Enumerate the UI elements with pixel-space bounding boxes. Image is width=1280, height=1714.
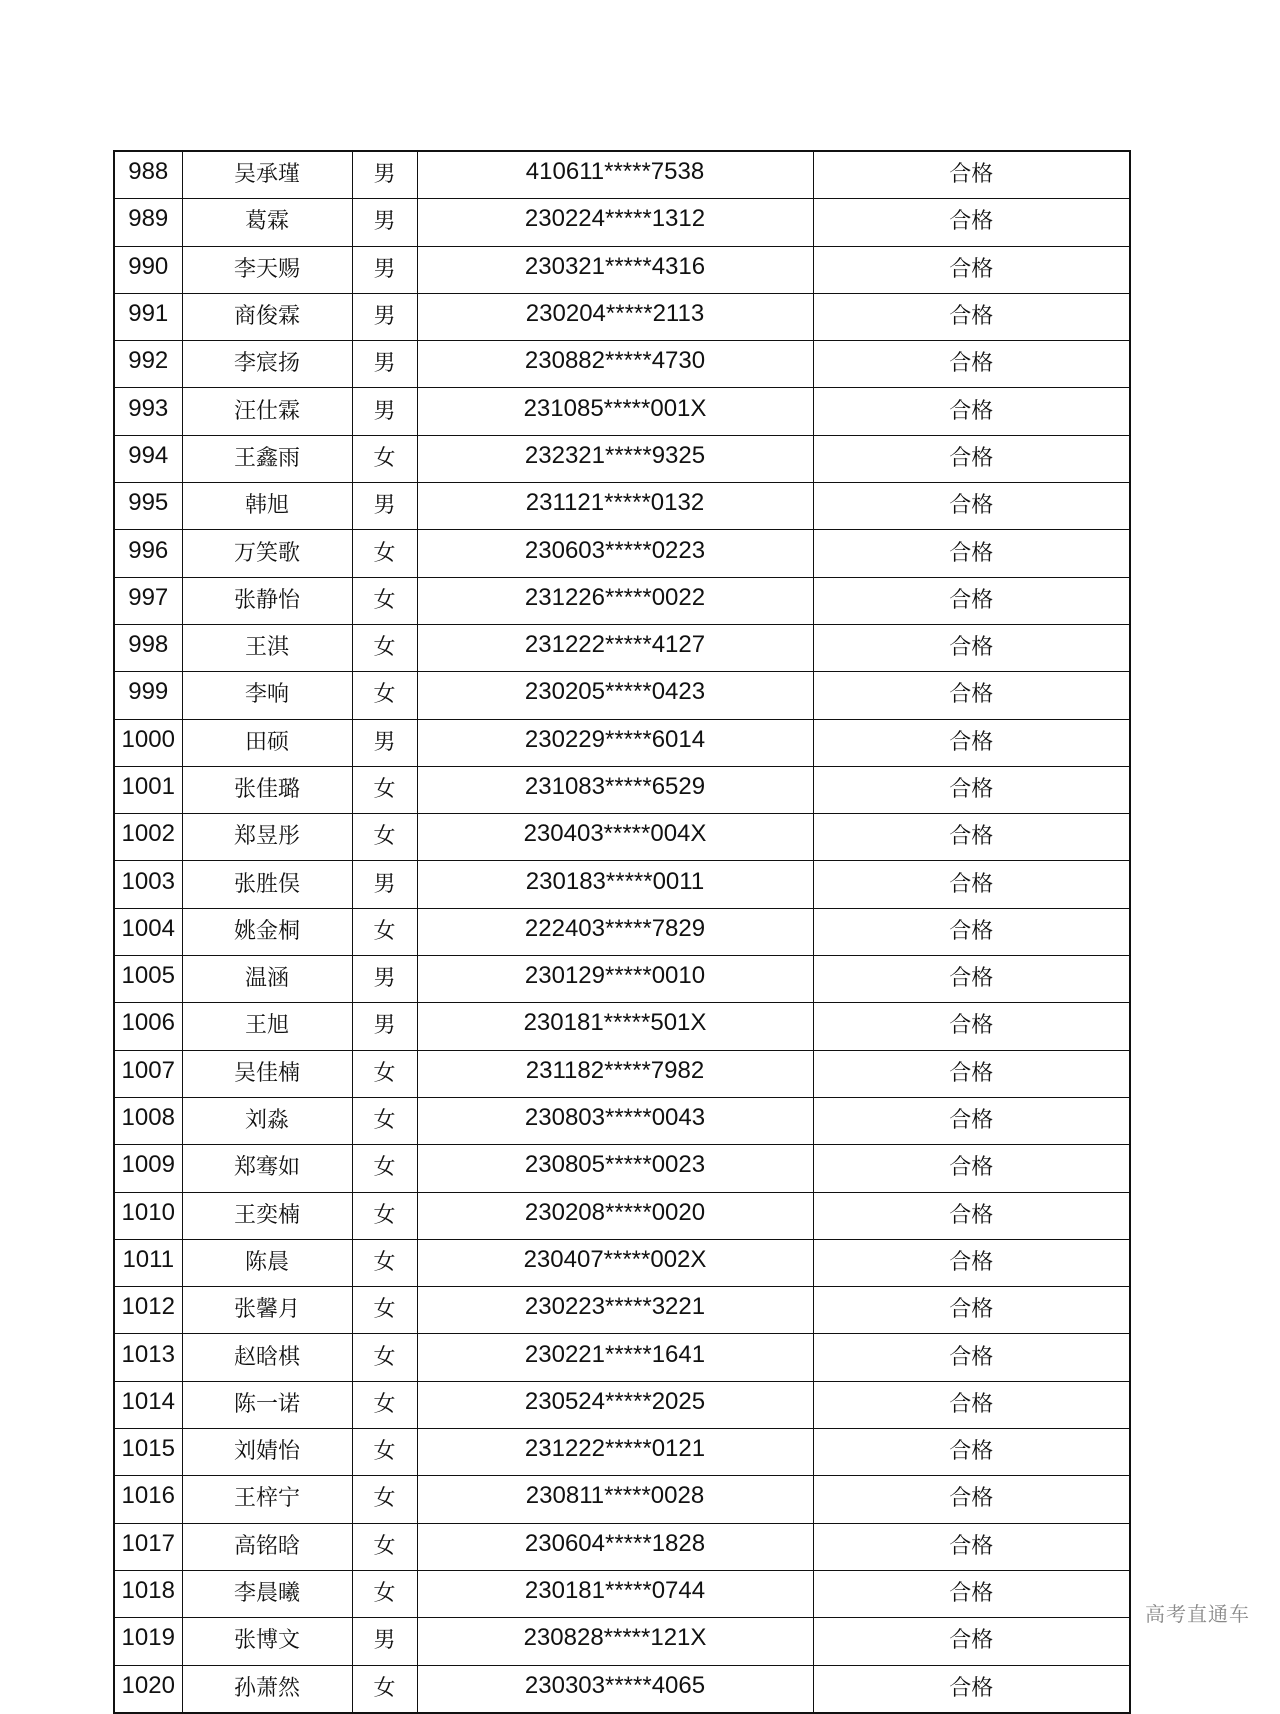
name-cell: 郑骞如 <box>182 1145 352 1192</box>
gender-cell: 男 <box>352 388 417 435</box>
status-cell: 合格 <box>813 1145 1130 1192</box>
id-number-cell: 230183*****0011 <box>417 861 813 908</box>
status-cell: 合格 <box>813 1618 1130 1665</box>
status-cell: 合格 <box>813 908 1130 955</box>
id-number-cell: 231226*****0022 <box>417 577 813 624</box>
status-cell: 合格 <box>813 435 1130 482</box>
name-cell: 高铭晗 <box>182 1523 352 1570</box>
id-number-cell: 230129*****0010 <box>417 956 813 1003</box>
row-number-cell: 1009 <box>114 1145 182 1192</box>
table-row <box>114 861 1130 908</box>
id-number-cell: 410611*****7538 <box>417 151 813 199</box>
row-number-cell: 1007 <box>114 1050 182 1097</box>
row-number-cell: 995 <box>114 483 182 530</box>
id-number-cell: 230223*****3221 <box>417 1287 813 1334</box>
row-number-cell: 999 <box>114 672 182 719</box>
table-row <box>114 1145 1130 1192</box>
row-number-cell: 1015 <box>114 1429 182 1476</box>
status-cell: 合格 <box>813 1476 1130 1523</box>
row-number-cell: 1008 <box>114 1097 182 1144</box>
id-number-cell: 230221*****1641 <box>417 1334 813 1381</box>
row-number-cell: 1000 <box>114 719 182 766</box>
status-cell: 合格 <box>813 1003 1130 1050</box>
name-cell: 刘淼 <box>182 1097 352 1144</box>
status-cell: 合格 <box>813 1050 1130 1097</box>
status-cell: 合格 <box>813 577 1130 624</box>
row-number-cell: 1011 <box>114 1239 182 1286</box>
id-number-cell: 230205*****0423 <box>417 672 813 719</box>
name-cell: 刘婧怡 <box>182 1429 352 1476</box>
gender-cell: 男 <box>352 861 417 908</box>
row-number-cell: 1012 <box>114 1287 182 1334</box>
row-number-cell: 996 <box>114 530 182 577</box>
row-number-cell: 1018 <box>114 1570 182 1617</box>
name-cell: 万笑歌 <box>182 530 352 577</box>
name-cell: 田硕 <box>182 719 352 766</box>
name-cell: 张胜俣 <box>182 861 352 908</box>
gender-cell: 女 <box>352 1523 417 1570</box>
id-number-cell: 230882*****4730 <box>417 341 813 388</box>
gender-cell: 女 <box>352 1145 417 1192</box>
table-row <box>114 814 1130 861</box>
gender-cell: 女 <box>352 814 417 861</box>
id-number-cell: 231222*****0121 <box>417 1429 813 1476</box>
table-row <box>114 766 1130 813</box>
status-cell: 合格 <box>813 861 1130 908</box>
status-cell: 合格 <box>813 766 1130 813</box>
status-cell: 合格 <box>813 1381 1130 1428</box>
table-row <box>114 1476 1130 1523</box>
gender-cell: 女 <box>352 624 417 671</box>
id-number-cell: 230208*****0020 <box>417 1192 813 1239</box>
table-row <box>114 151 1130 199</box>
table-row <box>114 293 1130 340</box>
status-cell: 合格 <box>813 1192 1130 1239</box>
table-row <box>114 1665 1130 1713</box>
id-number-cell: 230403*****004X <box>417 814 813 861</box>
row-number-cell: 1005 <box>114 956 182 1003</box>
table-row <box>114 1097 1130 1144</box>
table-row <box>114 719 1130 766</box>
id-number-cell: 231085*****001X <box>417 388 813 435</box>
status-cell: 合格 <box>813 719 1130 766</box>
name-cell: 张馨月 <box>182 1287 352 1334</box>
name-cell: 李宸扬 <box>182 341 352 388</box>
name-cell: 商俊霖 <box>182 293 352 340</box>
name-cell: 张佳璐 <box>182 766 352 813</box>
gender-cell: 女 <box>352 1334 417 1381</box>
gender-cell: 男 <box>352 1003 417 1050</box>
row-number-cell: 1002 <box>114 814 182 861</box>
row-number-cell: 991 <box>114 293 182 340</box>
gender-cell: 女 <box>352 1570 417 1617</box>
gender-cell: 女 <box>352 530 417 577</box>
status-cell: 合格 <box>813 956 1130 1003</box>
gender-cell: 男 <box>352 151 417 199</box>
gender-cell: 男 <box>352 293 417 340</box>
id-number-cell: 230604*****1828 <box>417 1523 813 1570</box>
row-number-cell: 997 <box>114 577 182 624</box>
id-number-cell: 230803*****0043 <box>417 1097 813 1144</box>
table-row <box>114 388 1130 435</box>
name-cell: 赵晗棋 <box>182 1334 352 1381</box>
status-cell: 合格 <box>813 1665 1130 1713</box>
id-number-cell: 230303*****4065 <box>417 1665 813 1713</box>
table-row <box>114 1239 1130 1286</box>
name-cell: 吴承瑾 <box>182 151 352 199</box>
row-number-cell: 994 <box>114 435 182 482</box>
gender-cell: 男 <box>352 341 417 388</box>
name-cell: 汪仕霖 <box>182 388 352 435</box>
name-cell: 温涵 <box>182 956 352 1003</box>
gender-cell: 女 <box>352 1050 417 1097</box>
name-cell: 李晨曦 <box>182 1570 352 1617</box>
row-number-cell: 1010 <box>114 1192 182 1239</box>
status-cell: 合格 <box>813 151 1130 199</box>
table-row <box>114 672 1130 719</box>
gender-cell: 女 <box>352 1476 417 1523</box>
row-number-cell: 989 <box>114 199 182 246</box>
status-cell: 合格 <box>813 1239 1130 1286</box>
id-number-cell: 230181*****0744 <box>417 1570 813 1617</box>
id-number-cell: 231083*****6529 <box>417 766 813 813</box>
status-cell: 合格 <box>813 1334 1130 1381</box>
row-number-cell: 998 <box>114 624 182 671</box>
name-cell: 韩旭 <box>182 483 352 530</box>
table-row <box>114 1334 1130 1381</box>
id-number-cell: 231222*****4127 <box>417 624 813 671</box>
status-cell: 合格 <box>813 388 1130 435</box>
gender-cell: 男 <box>352 956 417 1003</box>
status-cell: 合格 <box>813 672 1130 719</box>
gender-cell: 女 <box>352 1097 417 1144</box>
table-row <box>114 483 1130 530</box>
table-row <box>114 1192 1130 1239</box>
status-cell: 合格 <box>813 293 1130 340</box>
results-table <box>113 150 1131 1714</box>
id-number-cell: 230828*****121X <box>417 1618 813 1665</box>
gender-cell: 女 <box>352 435 417 482</box>
status-cell: 合格 <box>813 1287 1130 1334</box>
name-cell: 孙萧然 <box>182 1665 352 1713</box>
gender-cell: 女 <box>352 766 417 813</box>
table-row <box>114 1618 1130 1665</box>
gender-cell: 女 <box>352 577 417 624</box>
status-cell: 合格 <box>813 1429 1130 1476</box>
gender-cell: 男 <box>352 1618 417 1665</box>
gender-cell: 女 <box>352 1287 417 1334</box>
id-number-cell: 231121*****0132 <box>417 483 813 530</box>
row-number-cell: 1014 <box>114 1381 182 1428</box>
gender-cell: 男 <box>352 246 417 293</box>
row-number-cell: 1019 <box>114 1618 182 1665</box>
id-number-cell: 230524*****2025 <box>417 1381 813 1428</box>
status-cell: 合格 <box>813 341 1130 388</box>
id-number-cell: 230407*****002X <box>417 1239 813 1286</box>
table-row <box>114 1570 1130 1617</box>
name-cell: 陈晨 <box>182 1239 352 1286</box>
status-cell: 合格 <box>813 814 1130 861</box>
gender-cell: 男 <box>352 199 417 246</box>
table-row <box>114 1287 1130 1334</box>
row-number-cell: 992 <box>114 341 182 388</box>
row-number-cell: 1004 <box>114 908 182 955</box>
gender-cell: 女 <box>352 1665 417 1713</box>
status-cell: 合格 <box>813 530 1130 577</box>
name-cell: 张静怡 <box>182 577 352 624</box>
name-cell: 王旭 <box>182 1003 352 1050</box>
table-row <box>114 435 1130 482</box>
id-number-cell: 230224*****1312 <box>417 199 813 246</box>
status-cell: 合格 <box>813 1570 1130 1617</box>
name-cell: 王梓宁 <box>182 1476 352 1523</box>
gender-cell: 女 <box>352 1381 417 1428</box>
status-cell: 合格 <box>813 483 1130 530</box>
table-row <box>114 624 1130 671</box>
table-row <box>114 1050 1130 1097</box>
id-number-cell: 230181*****501X <box>417 1003 813 1050</box>
id-number-cell: 230229*****6014 <box>417 719 813 766</box>
table-row <box>114 246 1130 293</box>
id-number-cell: 230321*****4316 <box>417 246 813 293</box>
status-cell: 合格 <box>813 624 1130 671</box>
table-row <box>114 956 1130 1003</box>
name-cell: 姚金桐 <box>182 908 352 955</box>
row-number-cell: 1001 <box>114 766 182 813</box>
name-cell: 王奕楠 <box>182 1192 352 1239</box>
row-number-cell: 988 <box>114 151 182 199</box>
name-cell: 王淇 <box>182 624 352 671</box>
row-number-cell: 1013 <box>114 1334 182 1381</box>
gender-cell: 女 <box>352 1239 417 1286</box>
table-row <box>114 908 1130 955</box>
row-number-cell: 1003 <box>114 861 182 908</box>
id-number-cell: 230805*****0023 <box>417 1145 813 1192</box>
table-row <box>114 341 1130 388</box>
status-cell: 合格 <box>813 199 1130 246</box>
gender-cell: 女 <box>352 908 417 955</box>
name-cell: 吴佳楠 <box>182 1050 352 1097</box>
table-body <box>114 151 1130 1713</box>
status-cell: 合格 <box>813 1097 1130 1144</box>
name-cell: 王鑫雨 <box>182 435 352 482</box>
table-row <box>114 1429 1130 1476</box>
row-number-cell: 993 <box>114 388 182 435</box>
status-cell: 合格 <box>813 246 1130 293</box>
table-row <box>114 199 1130 246</box>
table-row <box>114 1523 1130 1570</box>
table-row <box>114 1003 1130 1050</box>
id-number-cell: 230811*****0028 <box>417 1476 813 1523</box>
gender-cell: 女 <box>352 672 417 719</box>
row-number-cell: 1020 <box>114 1665 182 1713</box>
name-cell: 张博文 <box>182 1618 352 1665</box>
row-number-cell: 1006 <box>114 1003 182 1050</box>
gender-cell: 女 <box>352 1429 417 1476</box>
status-cell: 合格 <box>813 1523 1130 1570</box>
name-cell: 葛霖 <box>182 199 352 246</box>
table-row <box>114 530 1130 577</box>
name-cell: 李天赐 <box>182 246 352 293</box>
id-number-cell: 230603*****0223 <box>417 530 813 577</box>
gender-cell: 男 <box>352 719 417 766</box>
watermark-text: 高考直通车 <box>1145 1602 1250 1626</box>
table-row <box>114 577 1130 624</box>
gender-cell: 男 <box>352 483 417 530</box>
table-row <box>114 1381 1130 1428</box>
row-number-cell: 1017 <box>114 1523 182 1570</box>
row-number-cell: 1016 <box>114 1476 182 1523</box>
row-number-cell: 990 <box>114 246 182 293</box>
gender-cell: 女 <box>352 1192 417 1239</box>
id-number-cell: 222403*****7829 <box>417 908 813 955</box>
id-number-cell: 230204*****2113 <box>417 293 813 340</box>
name-cell: 李响 <box>182 672 352 719</box>
name-cell: 陈一诺 <box>182 1381 352 1428</box>
id-number-cell: 232321*****9325 <box>417 435 813 482</box>
id-number-cell: 231182*****7982 <box>417 1050 813 1097</box>
name-cell: 郑昱彤 <box>182 814 352 861</box>
